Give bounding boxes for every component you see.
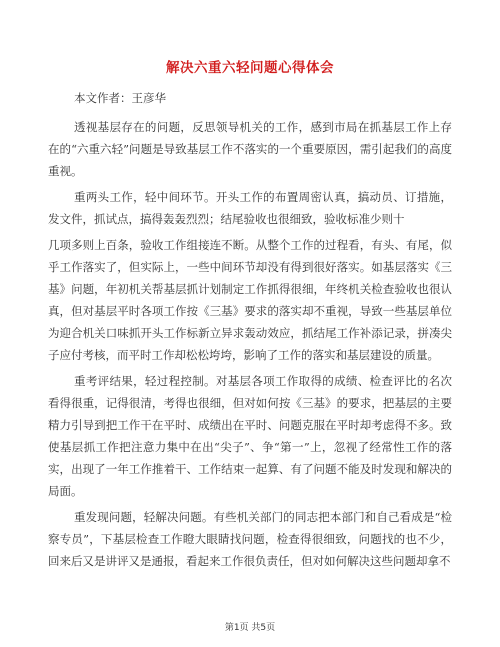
paragraph-problems: 重发现问题，轻解决问题。有些机关部门的同志把本部门和自己看成是“检察专员”，下基层检查工作瞪大眼睛找问题，检查得很细致，问题找的也不少，回来后又是讲评又是通报，看起来工作很负责任，但对如何解决这些问题却拿不 bbox=[48, 510, 452, 568]
paragraph-two-ends-continued: 几项多则上百条，验收工作组接连不断。从整个工作的过程看，有头、有尾，似乎工作落实了，但实际上，一些中间环节却没有得到很好落实。如基层落实《三基》问题，年初机关帮基层抓计划制定工作抓得很细，年终机关检查验收也很认真，但对基层平时各项工作按《三基》要求的落实却不重视，导致一些基层单位为迎合机关口味抓开头工作标新立异求轰动效应，抓结尾工作补添记录，拼凑尖子应付考核，而平时工作却松松垮垮，影响了工作的落实和基层建设的质量。 bbox=[48, 238, 452, 362]
author-line: 本文作者：王彦华 bbox=[74, 91, 166, 105]
document-title: 解决六重六轻问题心得体会 bbox=[166, 60, 334, 76]
paragraph-intro: 透视基层存在的问题，反思领导机关的工作，感到市局在抓基层工作上存在的“六重六轻”问题是导致基层工作不落实的一个重要原因，需引起我们的高度重视。 bbox=[48, 120, 452, 178]
paragraph-two-ends: 重两头工作，轻中间环节。开头工作的布置周密认真，搞动员、订措施，发文件，抓试点，搞得轰轰烈烈；结尾验收也很细致，验收标准少则十 bbox=[48, 190, 452, 226]
paragraph-evaluation: 重考评结果，轻过程控制。对基层各项工作取得的成绩、检查评比的名次看得很重，记得很清，考得也很细，但对如何按《三基》的要求，把基层的主要精力引导到把工作干在平时、成绩出在平时、问题克服在平时却考虑得不多。致使基层抓工作把注意力集中在出“尖子”、争“第一”上，忽视了经常性工作的落实，出现了一年工作推着干、工作结束一起算、有了问题不能及时发现和解决的局面。 bbox=[48, 374, 452, 498]
page-footer: 第1页 共5页 bbox=[224, 623, 276, 633]
